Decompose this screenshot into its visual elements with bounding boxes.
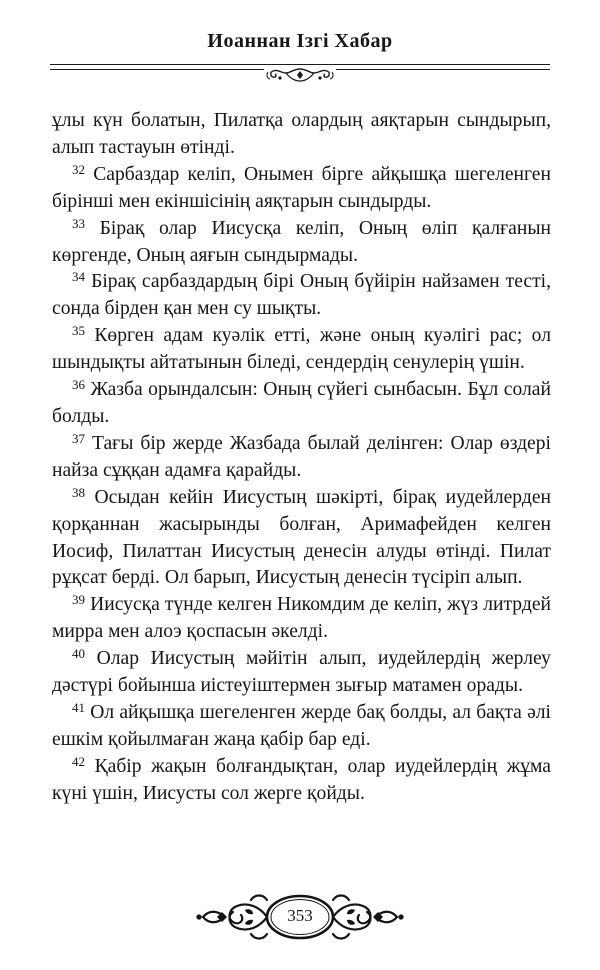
- verse-paragraph: [52, 431, 551, 485]
- continuation-paragraph: ұлы күн болатын, Пилатқа олардың аяқтарын сындырып, алып тастауын өтінді.: [52, 110, 551, 158]
- verse-paragraph: [52, 216, 551, 270]
- scripture-text: [52, 108, 551, 808]
- verse-text: Олар Иисустың мәйітін алып, иудейлердің жерлеу дәстүрі бойынша иістеуіштермен зығыр матамен орады.: [52, 648, 551, 697]
- verse-number: 36: [72, 377, 85, 393]
- verse-number: 40: [72, 646, 85, 662]
- verse-number: 37: [72, 430, 85, 446]
- floral-vignette-icon: [264, 66, 336, 86]
- verse-paragraph: [52, 162, 551, 216]
- verse-paragraph: [52, 754, 551, 808]
- verse-text: Ол айқышқа шегеленген жерде бақ болды, ал бақта әлі ешкім қойылмаған жаңа қабір бар еді.: [52, 701, 551, 750]
- verse-paragraph: [52, 700, 551, 754]
- verse-number: 38: [72, 484, 85, 500]
- verse-paragraph: [52, 485, 551, 593]
- verse-text: Иисусқа түнде келген Никомдим де келіп, жүз литрдей мирра мен алоэ қоспасын әкелді.: [52, 594, 551, 643]
- verse-paragraph: [52, 377, 551, 431]
- verse-number: 42: [72, 753, 85, 769]
- verse-number: 33: [72, 215, 85, 231]
- verse-number: 35: [72, 323, 85, 339]
- verse-text: Қабір жақын болғандықтан, олар иудейлердің жұма күні үшін, Иисусты сол жерге қойды.: [52, 755, 551, 804]
- header-rule-thick: [50, 64, 550, 65]
- verse-number: 32: [72, 161, 85, 177]
- verse-number: 39: [72, 592, 85, 608]
- verse-paragraph: [52, 269, 551, 323]
- verse-paragraph: [52, 592, 551, 646]
- verse-text: Көрген адам куәлік етті, және оның куәлігі рас; ол шындықты айтатынын біледі, сендердің сенулерің үшін.: [52, 325, 551, 374]
- verse-paragraph: [52, 646, 551, 700]
- verse-number: 34: [72, 269, 85, 285]
- verse-text: Осыдан кейін Иисустың шәкірті, бірақ иудейлерден қорқаннан жасырынды болған, Аримафейден келген Иосиф, Пилаттан Иисустың денесін алуды өтінді. Пилат рұқсат берді. Ол барып, Иисустың денесін түсіріп алып.: [52, 486, 552, 589]
- verse-text: Тағы бір жерде Жазбада былай делінген: Олар өздері найза сұққан адамға қарайды.: [52, 432, 551, 481]
- verse-paragraph: [52, 323, 551, 377]
- verse-text: Жазба орындалсын: Оның сүйегі сынбасын. Бұл солай болды.: [52, 379, 551, 427]
- verse-text: Бірақ олар Иисусқа келіп, Оның өліп қалғанын көргенде, Оның аяғын сындырмады.: [52, 217, 551, 266]
- verse-text: Сарбаздар келіп, Онымен бірге айқышқа шегеленген бірінші мен екіншісінің аяқтарын сындырды.: [52, 163, 551, 212]
- verse-text: Бірақ сарбаздардың бірі Оның бүйірін найзамен тесті, сонда бірден қан мен су шықты.: [52, 271, 551, 320]
- verse-number: 41: [72, 699, 85, 715]
- page-number: 353: [287, 906, 313, 925]
- running-title: Иоаннан Ізгі Хабар: [207, 30, 393, 52]
